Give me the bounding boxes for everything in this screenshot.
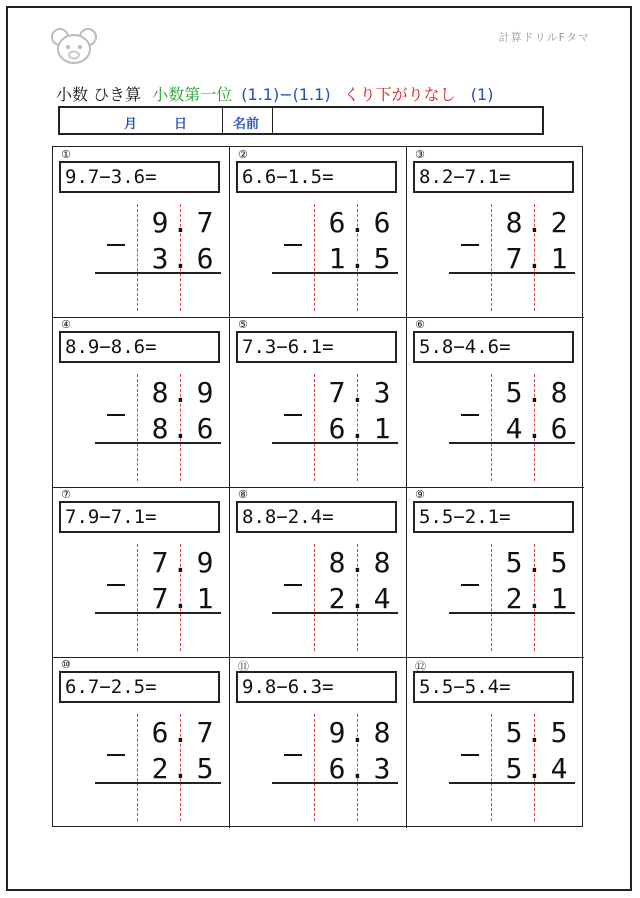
subtrahend-tenths-digit: 1 <box>550 242 568 275</box>
decimal-point: . <box>349 546 366 579</box>
problem-number: ⑤ <box>238 318 248 331</box>
equation-box: 8.2−7.1= <box>413 161 574 193</box>
minuend-tenths-digit: 7 <box>196 206 214 239</box>
problem-number: ⑥ <box>415 318 425 331</box>
problem-number: ⑫ <box>415 660 426 673</box>
problem-number: ② <box>238 148 248 161</box>
minus-sign <box>284 754 302 756</box>
problem-number: ⑪ <box>238 660 249 673</box>
decimal-point: . <box>349 412 366 445</box>
minuend-ones-digit: 5 <box>505 716 523 749</box>
decimal-point: . <box>172 376 189 409</box>
decimal-point: . <box>172 206 189 239</box>
decimal-point: . <box>349 752 366 785</box>
answer-area[interactable] <box>487 277 577 313</box>
answer-line <box>449 782 575 784</box>
minuend-tenths-digit: 8 <box>550 376 568 409</box>
equation-box: 8.8−2.4= <box>236 501 397 533</box>
answer-line <box>95 612 221 614</box>
answer-area[interactable] <box>487 787 577 823</box>
minus-sign <box>107 244 125 246</box>
decimal-point: . <box>349 376 366 409</box>
decimal-point: . <box>349 716 366 749</box>
decimal-point: . <box>526 752 543 785</box>
problem-cell <box>230 657 407 827</box>
answer-area[interactable] <box>310 277 400 313</box>
decimal-point: . <box>349 206 366 239</box>
problem-cell <box>230 317 407 487</box>
answer-area[interactable] <box>133 447 223 483</box>
equation-box: 5.8−4.6= <box>413 331 574 363</box>
subtrahend-ones-digit: 3 <box>151 242 169 275</box>
title-set-number: (1) <box>470 85 494 104</box>
minus-sign <box>461 244 479 246</box>
answer-area[interactable] <box>133 277 223 313</box>
date-field[interactable] <box>60 108 223 133</box>
minus-sign <box>107 414 125 416</box>
subtrahend-tenths-digit: 6 <box>196 242 214 275</box>
decimal-point: . <box>526 206 543 239</box>
equation-box: 6.7−2.5= <box>59 671 220 703</box>
subtrahend-ones-digit: 2 <box>328 582 346 615</box>
subtrahend-ones-digit: 4 <box>505 412 523 445</box>
equation-box: 7.3−6.1= <box>236 331 397 363</box>
name-field[interactable] <box>273 108 542 133</box>
subtrahend-tenths-digit: 1 <box>550 582 568 615</box>
minus-sign <box>284 414 302 416</box>
subtrahend-ones-digit: 6 <box>328 412 346 445</box>
minus-sign <box>461 414 479 416</box>
minuend-ones-digit: 6 <box>328 206 346 239</box>
minuend-ones-digit: 5 <box>505 376 523 409</box>
title-operation: 小数 ひき算 <box>56 85 142 104</box>
subtrahend-tenths-digit: 5 <box>373 242 391 275</box>
subtrahend-tenths-digit: 6 <box>196 412 214 445</box>
subtrahend-ones-digit: 6 <box>328 752 346 785</box>
subtrahend-ones-digit: 7 <box>505 242 523 275</box>
answer-area[interactable] <box>310 787 400 823</box>
problem-cell <box>230 147 407 317</box>
subtrahend-tenths-digit: 4 <box>373 582 391 615</box>
problem-number: ⑨ <box>415 488 425 501</box>
problem-number: ① <box>61 148 71 161</box>
answer-area[interactable] <box>310 617 400 653</box>
decimal-point: . <box>526 546 543 579</box>
problem-cell <box>407 657 584 827</box>
equation-box: 7.9−7.1= <box>59 501 220 533</box>
equation-box: 5.5−2.1= <box>413 501 574 533</box>
problem-cell <box>407 487 584 657</box>
brand-text: 計算ドリルFタマ <box>498 31 590 44</box>
minuend-ones-digit: 6 <box>151 716 169 749</box>
decimal-point: . <box>172 582 189 615</box>
minus-sign <box>461 754 479 756</box>
answer-area[interactable] <box>133 617 223 653</box>
decimal-point: . <box>526 582 543 615</box>
minuend-tenths-digit: 6 <box>373 206 391 239</box>
bear-logo-icon <box>50 27 98 65</box>
decimal-point: . <box>526 716 543 749</box>
day-label: 日 <box>174 117 188 132</box>
answer-area[interactable] <box>133 787 223 823</box>
minuend-tenths-digit: 7 <box>196 716 214 749</box>
problem-cell <box>407 317 584 487</box>
equation-box: 8.9−8.6= <box>59 331 220 363</box>
minuend-ones-digit: 8 <box>505 206 523 239</box>
problem-number: ⑦ <box>61 488 71 501</box>
minuend-tenths-digit: 2 <box>550 206 568 239</box>
decimal-point: . <box>172 752 189 785</box>
equation-box: 6.6−1.5= <box>236 161 397 193</box>
problem-cell <box>53 147 230 317</box>
decimal-point: . <box>172 716 189 749</box>
decimal-point: . <box>526 242 543 275</box>
answer-line <box>95 782 221 784</box>
minuend-tenths-digit: 8 <box>373 716 391 749</box>
problem-number: ③ <box>415 148 425 161</box>
problem-cell <box>53 657 230 827</box>
title-level: 小数第一位 <box>152 85 233 104</box>
name-date-bar <box>58 106 544 135</box>
answer-line <box>449 272 575 274</box>
problem-cell <box>230 487 407 657</box>
problem-number: ⑧ <box>238 488 248 501</box>
answer-line <box>95 272 221 274</box>
answer-line <box>272 612 398 614</box>
answer-area[interactable] <box>310 447 400 483</box>
subtrahend-ones-digit: 2 <box>505 582 523 615</box>
subtrahend-tenths-digit: 1 <box>373 412 391 445</box>
worksheet-title <box>56 82 493 105</box>
minuend-tenths-digit: 3 <box>373 376 391 409</box>
answer-line <box>272 782 398 784</box>
minus-sign <box>107 584 125 586</box>
answer-line <box>95 442 221 444</box>
minuend-tenths-digit: 5 <box>550 546 568 579</box>
month-label: 月 <box>124 117 138 132</box>
minus-sign <box>107 754 125 756</box>
subtrahend-tenths-digit: 4 <box>550 752 568 785</box>
problem-cell <box>53 317 230 487</box>
name-label: 名前 <box>223 108 273 133</box>
subtrahend-tenths-digit: 3 <box>373 752 391 785</box>
title-format: (1.1)−(1.1) <box>241 85 331 104</box>
problem-cell <box>53 487 230 657</box>
minus-sign <box>284 244 302 246</box>
minuend-tenths-digit: 9 <box>196 546 214 579</box>
decimal-point: . <box>526 412 543 445</box>
equation-box: 9.7−3.6= <box>59 161 220 193</box>
minuend-tenths-digit: 9 <box>196 376 214 409</box>
decimal-point: . <box>172 412 189 445</box>
minuend-tenths-digit: 8 <box>373 546 391 579</box>
answer-area[interactable] <box>487 617 577 653</box>
subtrahend-ones-digit: 8 <box>151 412 169 445</box>
answer-line <box>449 442 575 444</box>
problem-grid <box>52 146 583 827</box>
answer-line <box>272 442 398 444</box>
decimal-point: . <box>349 582 366 615</box>
problem-number: ⑩ <box>61 658 71 671</box>
subtrahend-ones-digit: 2 <box>151 752 169 785</box>
minuend-ones-digit: 5 <box>505 546 523 579</box>
answer-line <box>449 612 575 614</box>
decimal-point: . <box>172 242 189 275</box>
subtrahend-tenths-digit: 5 <box>196 752 214 785</box>
decimal-point: . <box>526 376 543 409</box>
minus-sign <box>461 584 479 586</box>
equation-box: 5.5−5.4= <box>413 671 574 703</box>
minuend-ones-digit: 7 <box>151 546 169 579</box>
subtrahend-ones-digit: 1 <box>328 242 346 275</box>
subtrahend-ones-digit: 5 <box>505 752 523 785</box>
minuend-ones-digit: 8 <box>151 376 169 409</box>
minuend-ones-digit: 9 <box>328 716 346 749</box>
decimal-point: . <box>172 546 189 579</box>
answer-line <box>272 272 398 274</box>
subtrahend-tenths-digit: 6 <box>550 412 568 445</box>
problem-cell <box>407 147 584 317</box>
minuend-ones-digit: 7 <box>328 376 346 409</box>
minuend-ones-digit: 9 <box>151 206 169 239</box>
title-borrow-note: くり下がりなし <box>343 85 456 104</box>
minuend-ones-digit: 8 <box>328 546 346 579</box>
equation-box: 9.8−6.3= <box>236 671 397 703</box>
decimal-point: . <box>349 242 366 275</box>
subtrahend-tenths-digit: 1 <box>196 582 214 615</box>
answer-area[interactable] <box>487 447 577 483</box>
problem-number: ④ <box>61 318 71 331</box>
minuend-tenths-digit: 5 <box>550 716 568 749</box>
minus-sign <box>284 584 302 586</box>
subtrahend-ones-digit: 7 <box>151 582 169 615</box>
